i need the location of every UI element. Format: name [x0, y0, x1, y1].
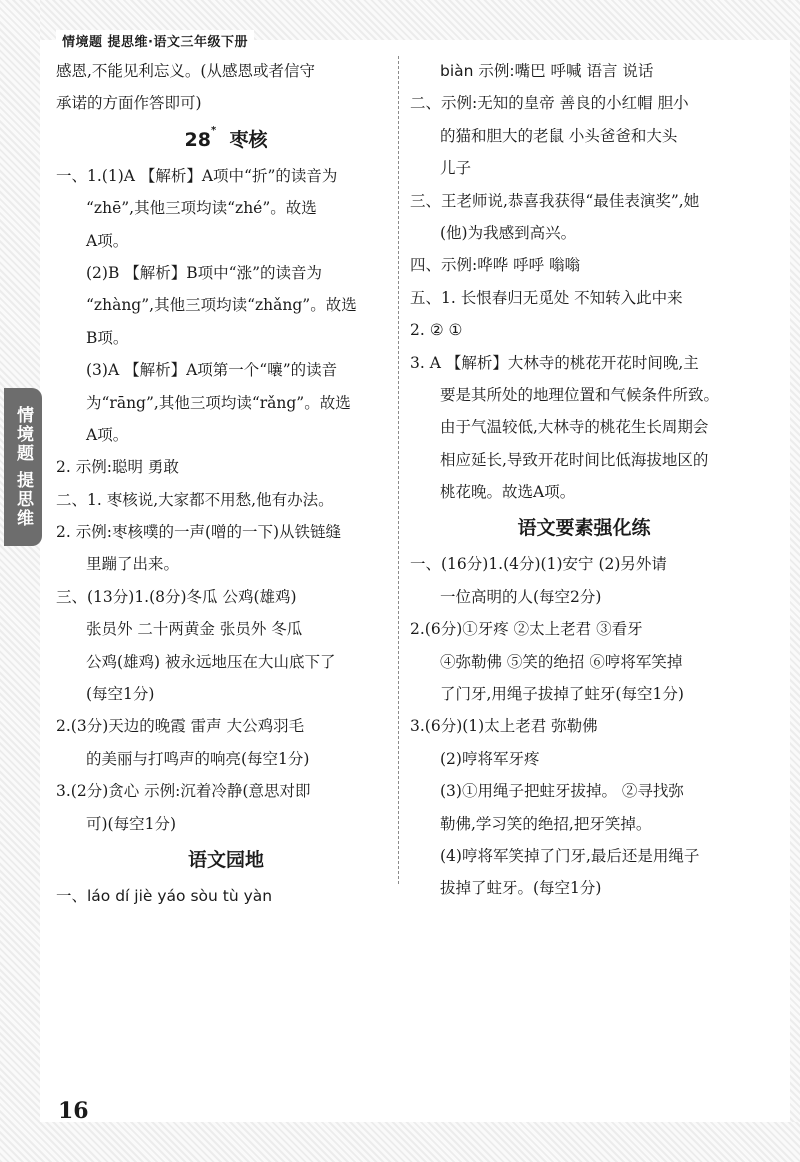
answer-line: (4)哼将军笑掉了门牙,最后还是用绳子: [440, 846, 700, 865]
answer-line: 承诺的方面作答即可): [56, 94, 202, 113]
section-title-zaohe: [56, 120, 396, 160]
answer-line: “zhē”,其他三项均读“zhé”。故选: [86, 199, 317, 218]
answer-line: 由于气温较低,大林寺的桃花生长周期会: [440, 418, 709, 437]
answer-line: (3)A 【解析】A项第一个“嚷”的读音: [86, 361, 338, 380]
answer-line: 张员外 二十两黄金 张员外 冬瓜: [86, 620, 303, 639]
answer-line: 三、王老师说,恭喜我获得“最佳表演奖”,她: [410, 191, 700, 210]
answer-line: A项。: [86, 231, 129, 250]
answer-line: 一、(16分)1.(4分)(1)安宁 (2)另外请: [410, 555, 667, 574]
answer-line: 了门牙,用绳子拔掉了蛀牙(每空1分): [440, 685, 684, 704]
answer-line: 三、(13分)1.(8分)冬瓜 公鸡(雄鸡): [56, 587, 297, 606]
section-title-yuwen-yuandi: 语文园地: [187, 848, 264, 871]
section-number: 28: [184, 128, 211, 151]
page-edge-left: [0, 0, 40, 1162]
answer-line: 感恩,不能见利忘义。(从感恩或者信守: [56, 62, 315, 80]
running-header: 情境题 提思维·语文三年级下册: [56, 30, 254, 56]
answer-line: 的猫和胆大的老鼠 小头爸爸和大头: [440, 126, 678, 145]
answer-line: 2. 示例:枣核噗的一声(噌的一下)从铁链缝: [56, 523, 342, 542]
answer-line: 可)(每空1分): [86, 814, 177, 833]
answer-line: 里蹦了出来。: [86, 555, 180, 574]
answer-line: 相应延长,导致开花时间比低海拔地区的: [440, 450, 709, 469]
column-divider: [398, 56, 399, 884]
answer-line: 2. 示例:聪明 勇敢: [56, 458, 179, 477]
answer-line: 一位高明的人(每空2分): [440, 587, 602, 606]
page-number: 16: [58, 1098, 89, 1124]
answer-line: B项。: [86, 328, 129, 347]
answer-line: (他)为我感到高兴。: [440, 223, 577, 242]
section-title-text: 枣核: [229, 128, 268, 151]
answer-line: 公鸡(雄鸡) 被永远地压在大山底下了: [86, 652, 336, 671]
answer-line: 2.(3分)天边的晚霞 雷声 大公鸡羽毛: [56, 717, 305, 736]
answer-line: (每空1分): [86, 685, 155, 704]
answer-line: 勒佛,学习笑的绝招,把牙笑掉。: [440, 814, 652, 833]
answer-line: 3.(2分)贪心 示例:沉着冷静(意思对即: [56, 782, 311, 801]
answer-line: 二、示例:无知的皇帝 善良的小红帽 胆小: [410, 94, 689, 113]
answer-line: 五、1. 长恨春归无觅处 不知转入此中来: [410, 288, 683, 307]
answer-line: 2. ② ①: [410, 321, 463, 340]
answer-line: biàn 示例:嘴巴 呼喊 语言 说话: [440, 62, 654, 80]
answer-line: ④弥勒佛 ⑤笑的绝招 ⑥哼将军笑掉: [440, 652, 683, 671]
side-tab[interactable]: 情境题 提思维: [4, 388, 42, 546]
section-star-mark: *: [210, 124, 217, 136]
answer-line: (2)哼将军牙疼: [440, 749, 540, 768]
answer-line: 的美丽与打鸣声的响亮(每空1分): [86, 749, 310, 768]
answer-line: 拔掉了蛀牙。(每空1分): [440, 879, 602, 898]
answer-line: 2.(6分)①牙疼 ②太上老君 ③看牙: [410, 620, 643, 639]
answer-line: 3.(6分)(1)太上老君 弥勒佛: [410, 717, 598, 736]
left-column: [56, 55, 396, 912]
answer-line: 一、1.(1)A 【解析】A项中“折”的读音为: [56, 166, 338, 185]
answer-line: 为“rāng”,其他三项均读“rǎng”。故选: [86, 393, 351, 412]
answer-line: (2)B 【解析】B项中“涨”的读音为: [86, 263, 323, 282]
section-title-yaosu-qianghua: 语文要素强化练: [517, 517, 651, 540]
page-edge-right: [790, 0, 800, 1162]
answer-line: 二、1. 枣核说,大家都不用愁,他有办法。: [56, 490, 334, 509]
right-column: [410, 55, 758, 905]
answer-line: A项。: [86, 425, 129, 444]
answer-line: 桃花晚。故选A项。: [440, 483, 576, 502]
answer-line: 四、示例:哗哗 呼呼 嗡嗡: [410, 256, 581, 275]
answer-line: “zhàng”,其他三项均读“zhǎng”。故选: [86, 296, 357, 315]
answer-line: 要是其所处的地理位置和气候条件所致。: [440, 385, 720, 404]
page-edge-bottom: [0, 1122, 800, 1162]
answer-line: 一、láo dí jiè yáo sòu tù yàn: [56, 886, 273, 905]
answer-line: 3. A 【解析】大林寺的桃花开花时间晚,主: [410, 353, 699, 372]
answer-line: (3)①用绳子把蛀牙拔掉。 ②寻找弥: [440, 782, 684, 801]
answer-line: 儿子: [440, 159, 472, 178]
